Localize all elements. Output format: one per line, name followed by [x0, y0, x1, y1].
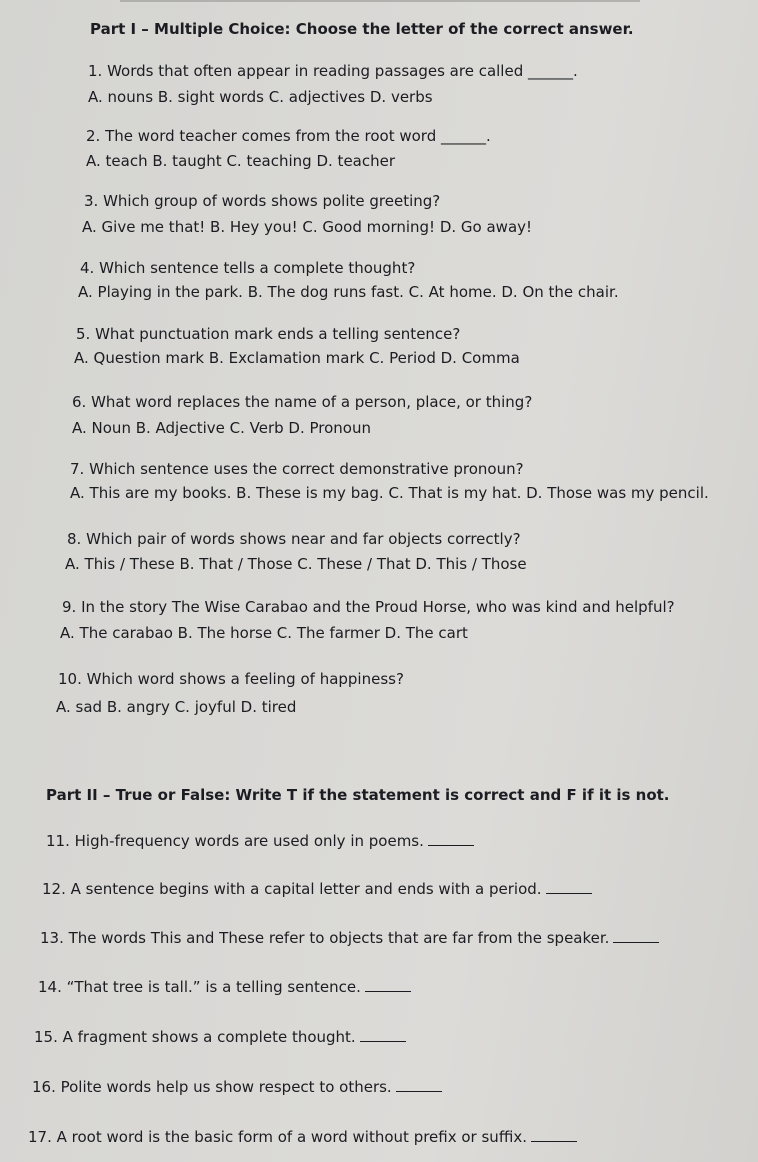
- statement-15: [34, 1028, 406, 1046]
- part2-heading: Part II – True or False: Write T if the statement is correct and F if it is not.: [46, 786, 670, 804]
- statement-12: [42, 880, 592, 898]
- options-4: A. Playing in the park. B. The dog runs fast. C. At home. D. On the chair.: [78, 283, 619, 301]
- statement-17-text: 17. A root word is the basic form of a word without prefix or suffix.: [28, 1128, 527, 1146]
- question-1: 1. Words that often appear in reading passages are called ______.: [88, 62, 578, 80]
- options-6: A. Noun B. Adjective C. Verb D. Pronoun: [72, 419, 371, 437]
- options-3: A. Give me that! B. Hey you! C. Good morning! D. Go away!: [82, 218, 533, 236]
- options-10: A. sad B. angry C. joyful D. tired: [56, 698, 297, 716]
- answer-blank-17[interactable]: [531, 1140, 577, 1142]
- question-2: 2. The word teacher comes from the root word ______.: [86, 127, 491, 145]
- statement-11-text: 11. High-frequency words are used only in poems.: [46, 832, 424, 850]
- statement-16: [32, 1078, 442, 1096]
- options-9: A. The carabao B. The horse C. The farmer D. The cart: [60, 624, 468, 642]
- statement-13: [40, 929, 659, 947]
- part1-heading: Part I – Multiple Choice: Choose the letter of the correct answer.: [90, 20, 634, 38]
- statement-17: [28, 1128, 577, 1146]
- answer-blank-11[interactable]: [428, 844, 474, 846]
- statement-14: [38, 978, 411, 996]
- answer-blank-13[interactable]: [613, 941, 659, 943]
- question-10: 10. Which word shows a feeling of happiness?: [58, 670, 404, 688]
- question-8: 8. Which pair of words shows near and far objects correctly?: [67, 530, 521, 548]
- options-7: A. This are my books. B. These is my bag. C. That is my hat. D. Those was my pencil.: [70, 484, 709, 502]
- answer-blank-12[interactable]: [546, 892, 592, 894]
- statement-15-text: 15. A fragment shows a complete thought.: [34, 1028, 356, 1046]
- statement-13-text: 13. The words This and These refer to objects that are far from the speaker.: [40, 929, 610, 947]
- answer-blank-15[interactable]: [360, 1040, 406, 1042]
- question-9: 9. In the story The Wise Carabao and the Proud Horse, who was kind and helpful?: [62, 598, 675, 616]
- question-5: 5. What punctuation mark ends a telling sentence?: [76, 325, 461, 343]
- top-rule: [120, 0, 640, 2]
- options-5: A. Question mark B. Exclamation mark C. Period D. Comma: [74, 349, 520, 367]
- question-7: 7. Which sentence uses the correct demonstrative pronoun?: [70, 460, 524, 478]
- answer-blank-14[interactable]: [365, 990, 411, 992]
- options-1: A. nouns B. sight words C. adjectives D. verbs: [88, 88, 433, 106]
- question-3: 3. Which group of words shows polite greeting?: [84, 192, 441, 210]
- options-8: A. This / These B. That / Those C. These / That D. This / Those: [65, 555, 527, 573]
- answer-blank-16[interactable]: [396, 1090, 442, 1092]
- options-2: A. teach B. taught C. teaching D. teacher: [86, 152, 396, 170]
- statement-14-text: 14. “That tree is tall.” is a telling sentence.: [38, 978, 361, 996]
- statement-12-text: 12. A sentence begins with a capital letter and ends with a period.: [42, 880, 542, 898]
- question-4: 4. Which sentence tells a complete thought?: [80, 259, 416, 277]
- question-6: 6. What word replaces the name of a person, place, or thing?: [72, 393, 533, 411]
- statement-16-text: 16. Polite words help us show respect to others.: [32, 1078, 392, 1096]
- statement-11: [46, 832, 474, 850]
